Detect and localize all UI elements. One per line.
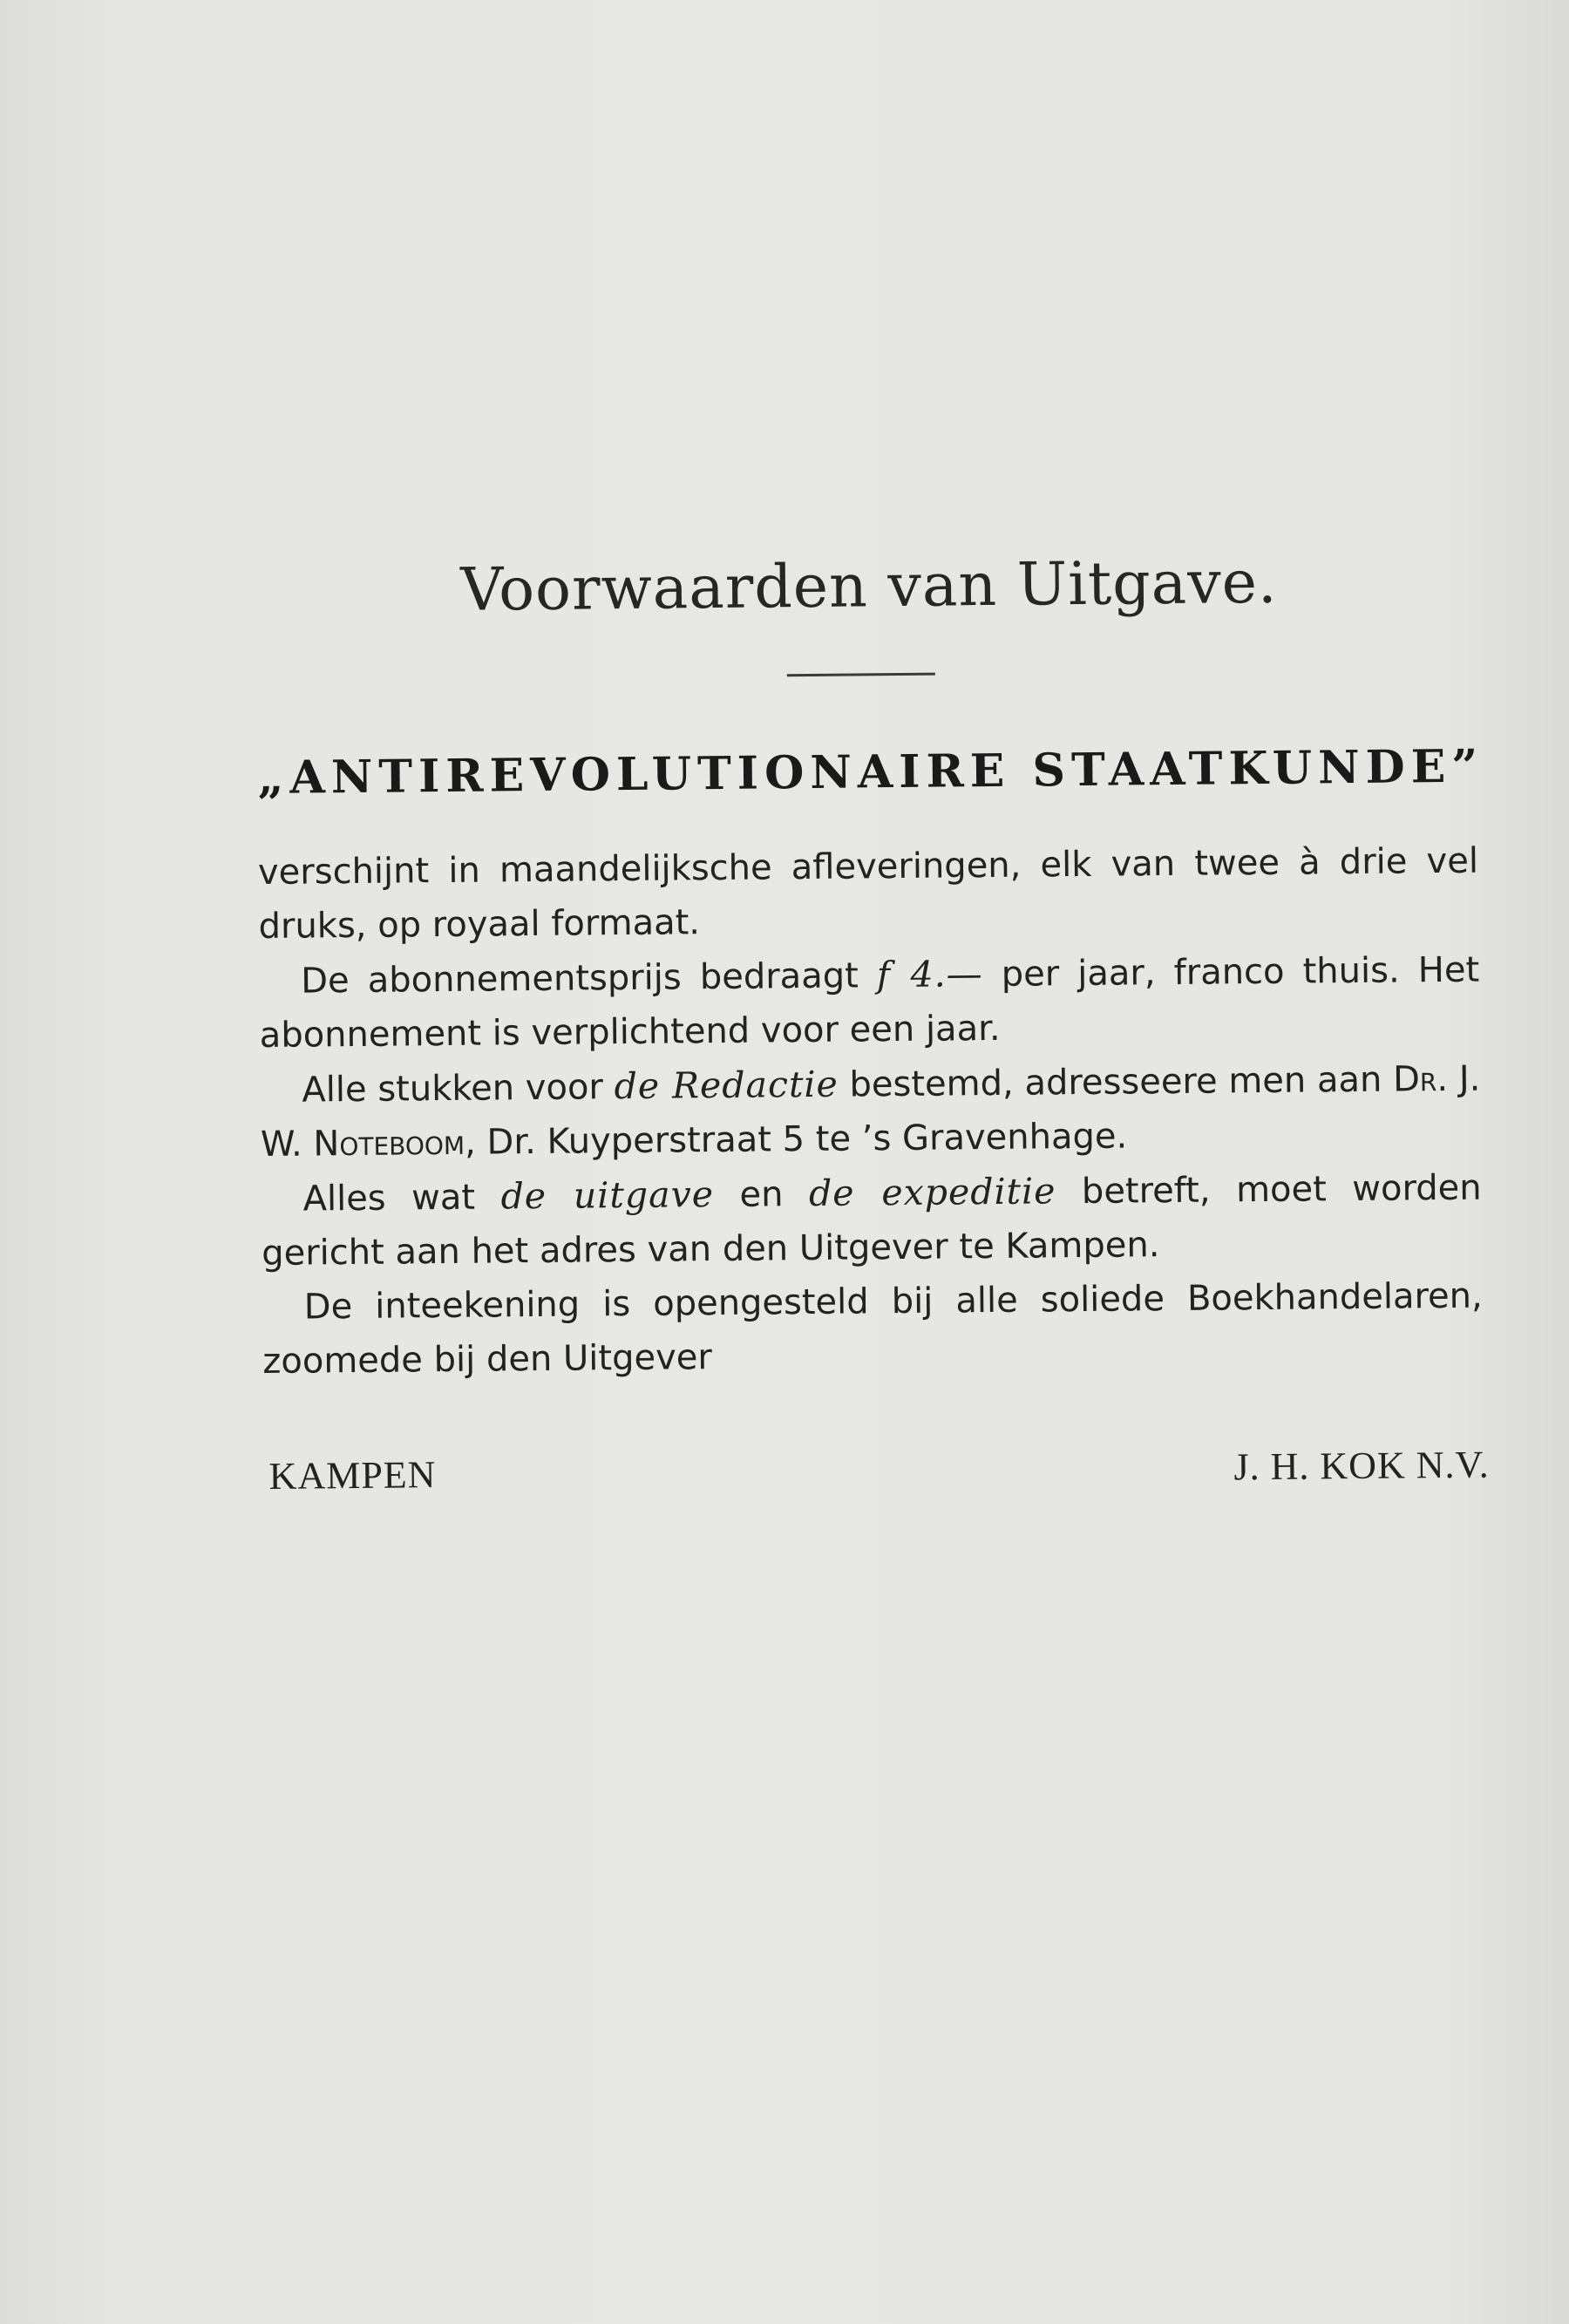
paragraph-publisher-address bbox=[261, 1160, 1482, 1281]
imprint-footer bbox=[268, 1443, 1489, 1498]
editor-address: , Dr. Kuyperstraat 5 te ’s Gravenhage. bbox=[464, 1116, 1128, 1163]
paragraph-editorial bbox=[260, 1051, 1481, 1172]
publisher-instruction: betreft, moet worden gericht aan het adres van den Uitgever te Kampen. bbox=[261, 1167, 1482, 1274]
conditions-text bbox=[258, 834, 1484, 1389]
editorial-intro: Alle stukken voor bbox=[302, 1067, 615, 1111]
editorial-recipient: de Redactie bbox=[614, 1063, 839, 1108]
footer-publisher: J. H. KOK N.V. bbox=[1233, 1443, 1490, 1489]
paragraph-subscription-open: De inteekening is opengesteld bij alle soliede Boekhandelaren, zoomede bij den Uitgever bbox=[262, 1275, 1483, 1383]
footer-place: KAMPEN bbox=[268, 1453, 437, 1498]
editorial-instruction: bestemd, adresseere men aan bbox=[838, 1059, 1394, 1105]
publisher-conjunction: en bbox=[713, 1173, 810, 1216]
editor-name: Dr. J. W. Noteboom bbox=[260, 1058, 1481, 1165]
publisher-topic-publication: de uitgave bbox=[500, 1173, 715, 1218]
publication-heading: „ANTIREVOLUTIONAIRE STAATKUNDE” bbox=[257, 739, 1484, 805]
price-intro: De abonnementsprijs bedraagt bbox=[300, 955, 878, 1002]
paragraph-subscription bbox=[259, 942, 1480, 1063]
page-title: Voorwaarden van Uitgave. bbox=[459, 547, 1278, 625]
title-divider bbox=[787, 673, 935, 677]
price-value: f 4.— bbox=[876, 953, 983, 996]
publisher-topic-dispatch: de expeditie bbox=[808, 1170, 1056, 1214]
publisher-intro: Alles wat bbox=[302, 1177, 501, 1220]
price-terms: per jaar, franco thuis. Het abonnement is verplichtend voor een jaar. bbox=[259, 949, 1480, 1057]
paragraph-publication: verschijnt in maandelijksche afleveringen, elk van twee à drie vel druks, op royaal formaat. bbox=[257, 840, 1479, 948]
